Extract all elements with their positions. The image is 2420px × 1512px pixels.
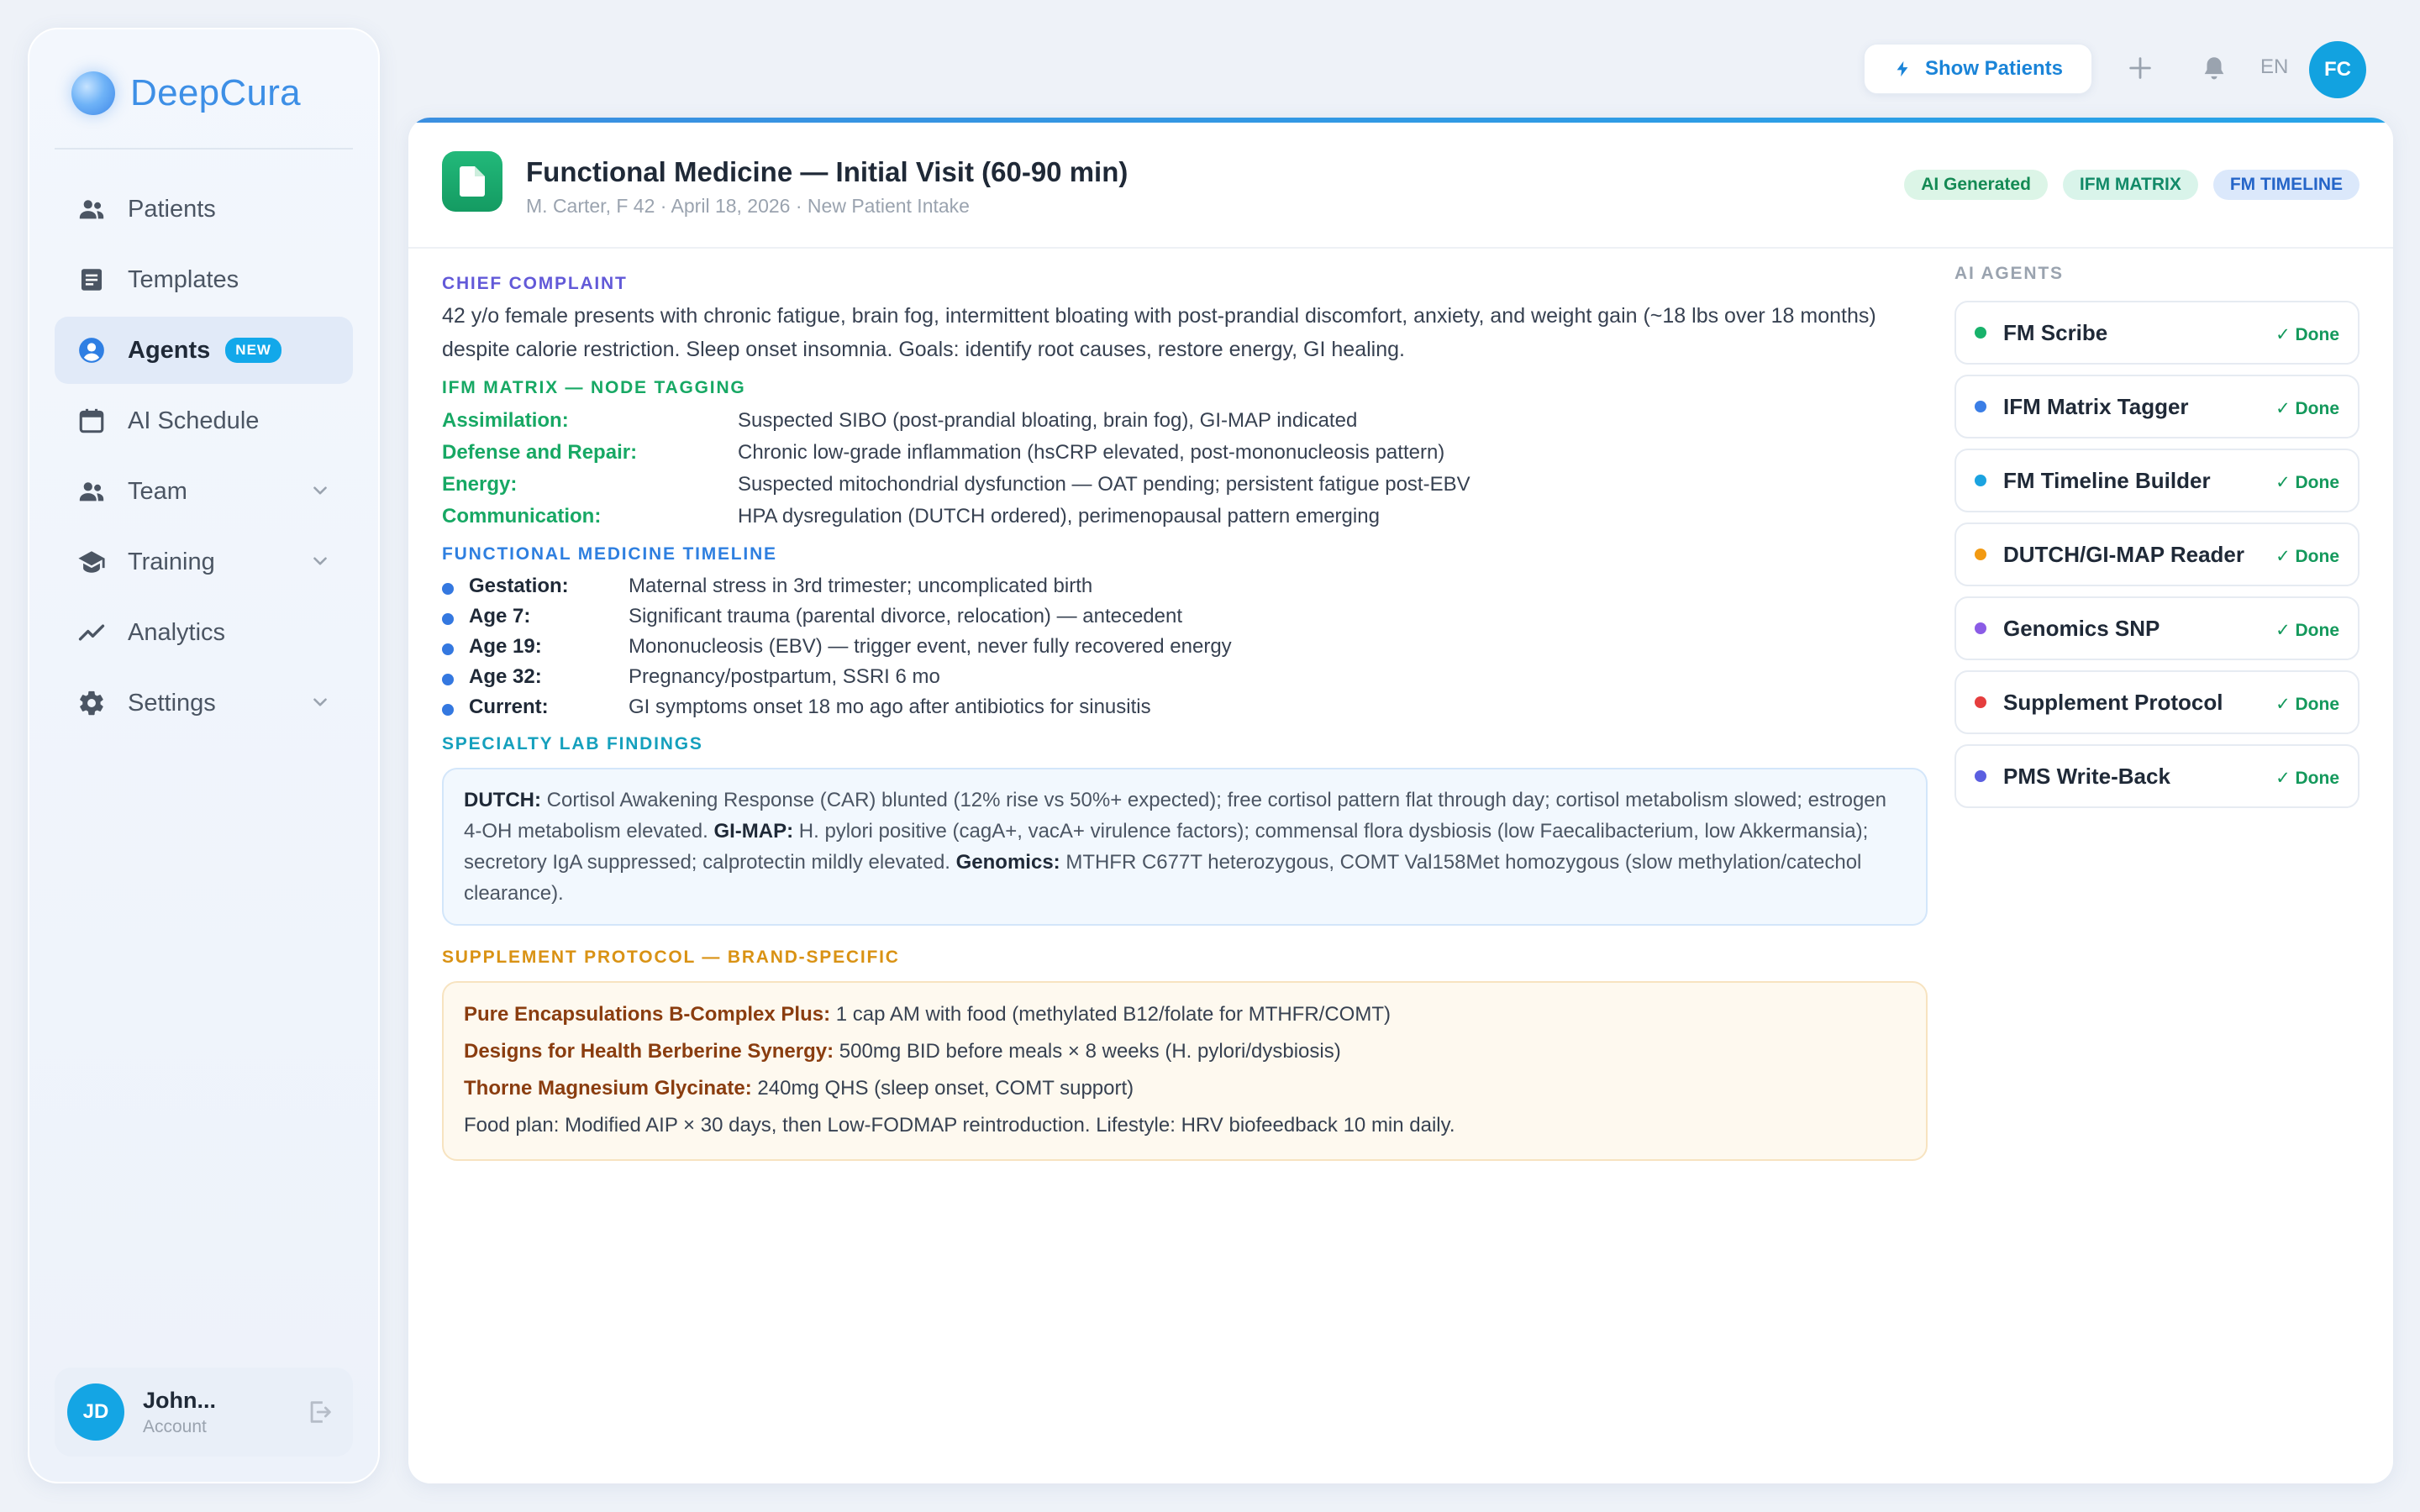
sidebar-item-label: Templates <box>128 265 239 293</box>
status-badge: ✓ Done <box>2275 621 2339 640</box>
sidebar-item-label: Team <box>128 477 187 505</box>
matrix-node-label: Defense and Repair: <box>442 441 638 464</box>
file-icon <box>442 151 502 212</box>
timeline-label: Age 19: <box>469 635 542 658</box>
timeline-value: Maternal stress in 3rd trimester; uncomplicated birth <box>629 575 1093 597</box>
plus-icon[interactable] <box>2126 54 2154 82</box>
sidebar-item-label: Training <box>128 548 215 575</box>
genomics-label: Genomics: <box>955 851 1060 874</box>
note-title: Functional Medicine — Initial Visit (60-90 min) <box>526 156 1128 187</box>
sidebar-item-patients[interactable] <box>55 176 353 243</box>
language-selector[interactable]: EN <box>2260 55 2289 78</box>
status-dot-icon <box>1975 549 1986 560</box>
tag-list <box>1889 170 2360 200</box>
account-card[interactable] <box>55 1368 353 1457</box>
status-badge: ✓ Done <box>2275 547 2339 566</box>
sidebar-item-ai-schedule[interactable] <box>55 387 353 454</box>
agent-dutch-gimap-reader[interactable] <box>1954 522 2360 586</box>
bullet-icon <box>442 704 454 716</box>
ifm-matrix-list <box>442 405 1928 533</box>
account-info <box>143 1388 216 1437</box>
user-avatar[interactable]: FC <box>2309 41 2366 98</box>
agent-supplement-protocol[interactable] <box>1954 670 2360 734</box>
agent-fm-scribe[interactable] <box>1954 301 2360 365</box>
gear-icon <box>77 689 106 717</box>
matrix-node-value: Chronic low-grade inflammation (hsCRP elevated, post-mononucleosis pattern) <box>738 441 1445 464</box>
gimap-label: GI-MAP: <box>713 820 794 843</box>
lab-findings-box <box>442 768 1928 926</box>
list-item <box>442 437 1928 469</box>
ifm-matrix-tag: IFM MATRIX <box>2063 170 2198 200</box>
sidebar <box>28 28 380 1483</box>
trend-line-icon <box>77 618 106 647</box>
graduation-cap-icon <box>77 548 106 576</box>
agent-name: FM Scribe <box>2003 319 2108 345</box>
list-item <box>442 632 1928 662</box>
supplement-box <box>442 981 1928 1161</box>
agent-name: Supplement Protocol <box>2003 689 2223 715</box>
document-icon <box>77 265 106 294</box>
status-badge: ✓ Done <box>2275 473 2339 492</box>
list-item <box>442 405 1928 437</box>
supplement-detail: 1 cap AM with food (methylated B12/folate for MTHFR/COMT) <box>830 1003 1391 1026</box>
agent-ifm-matrix-tagger[interactable] <box>1954 375 2360 438</box>
bullet-icon <box>442 674 454 685</box>
account-name: John... <box>143 1387 216 1413</box>
timeline-value: Pregnancy/postpartum, SSRI 6 mo <box>629 665 940 688</box>
ifm-matrix-heading: IFM MATRIX — NODE TAGGING <box>442 378 746 397</box>
brand-name: DeepCura <box>130 72 301 113</box>
matrix-node-label: Communication: <box>442 505 602 528</box>
sidebar-item-label: Agents <box>128 336 211 364</box>
matrix-node-label: Energy: <box>442 473 518 496</box>
team-icon <box>77 477 106 506</box>
brand-orb-icon <box>71 71 115 115</box>
protocol-footer: Food plan: Modified AIP × 30 days, then Low-FODMAP reintroduction. Lifestyle: HRV biofeedback 10 min daily. <box>464 1114 1455 1137</box>
agents-heading: AI AGENTS <box>1954 264 2064 283</box>
new-badge: NEW <box>225 338 281 363</box>
note-header <box>408 123 2393 249</box>
bullet-icon <box>442 613 454 625</box>
show-patients-label: Show Patients <box>1924 57 2064 80</box>
chevron-down-icon <box>309 691 331 713</box>
chief-complaint-heading: CHIEF COMPLAINT <box>442 274 628 293</box>
bullet-icon <box>442 643 454 655</box>
status-dot-icon <box>1975 696 1986 708</box>
list-item <box>442 571 1928 601</box>
status-badge: ✓ Done <box>2275 769 2339 788</box>
agents-panel <box>1954 264 2360 808</box>
lightning-icon <box>1893 60 1912 78</box>
sidebar-item-agents[interactable] <box>55 317 353 384</box>
sidebar-item-label: Patients <box>128 195 216 223</box>
sidebar-item-analytics[interactable] <box>55 599 353 666</box>
chevron-down-icon <box>309 480 331 501</box>
user-circle-icon <box>77 336 106 365</box>
timeline-value: Significant trauma (parental divorce, relocation) — antecedent <box>629 605 1183 627</box>
status-dot-icon <box>1975 770 1986 782</box>
status-dot-icon <box>1975 475 1986 486</box>
gimap-text: H. pylori positive (cagA+, vacA+ virulence factors); commensal flora dysbiosis (low Faecalibacterium, low Akkermansia); secretory IgA suppressed; calprotectin mildly elevated. <box>464 820 1869 874</box>
chevron-down-icon <box>309 550 331 572</box>
supplement-name: Pure Encapsulations B-Complex Plus: <box>464 1003 831 1026</box>
status-dot-icon <box>1975 622 1986 634</box>
status-badge: ✓ Done <box>2275 325 2339 344</box>
timeline-label: Age 32: <box>469 665 542 688</box>
timeline-label: Current: <box>469 696 549 718</box>
agent-pms-write-back[interactable] <box>1954 744 2360 808</box>
sidebar-item-templates[interactable] <box>55 246 353 313</box>
divider <box>55 148 353 150</box>
supplement-heading: SUPPLEMENT PROTOCOL — BRAND-SPECIFIC <box>442 948 900 967</box>
agent-name: IFM Matrix Tagger <box>2003 393 2189 419</box>
supplement-name: Thorne Magnesium Glycinate: <box>464 1077 752 1100</box>
list-item <box>442 692 1928 722</box>
matrix-node-value: Suspected mitochondrial dysfunction — OAT pending; persistent fatigue post-EBV <box>738 473 1470 496</box>
note-card <box>408 118 2393 1483</box>
users-icon <box>77 195 106 223</box>
list-item <box>464 996 1906 1033</box>
genomics-text: MTHFR C677T heterozygous, COMT Val158Met homozygous (slow methylation/catechol clearance). <box>464 851 1862 905</box>
agent-name: PMS Write-Back <box>2003 763 2170 789</box>
dutch-label: DUTCH: <box>464 789 541 811</box>
sidebar-item-team[interactable] <box>55 458 353 525</box>
status-dot-icon <box>1975 327 1986 339</box>
supplement-detail: 500mg BID before meals × 8 weeks (H. pylori/dysbiosis) <box>834 1040 1341 1063</box>
supplement-name: Designs for Health Berberine Synergy: <box>464 1040 834 1063</box>
sidebar-item-settings[interactable] <box>55 669 353 737</box>
timeline-value: Mononucleosis (EBV) — trigger event, never fully recovered energy <box>629 635 1232 658</box>
matrix-node-label: Assimilation: <box>442 409 569 432</box>
sidebar-item-label: Settings <box>128 689 216 717</box>
brand-logo[interactable] <box>71 71 301 115</box>
logout-icon[interactable] <box>306 1398 334 1426</box>
supplement-detail: 240mg QHS (sleep onset, COMT support) <box>751 1077 1134 1100</box>
sidebar-nav <box>55 176 353 740</box>
timeline-value: GI symptoms onset 18 mo ago after antibiotics for sinusitis <box>629 696 1151 718</box>
ai-generated-tag: AI Generated <box>1904 170 2048 200</box>
list-item <box>442 662 1928 692</box>
list-item <box>442 501 1928 533</box>
agent-name: Genomics SNP <box>2003 615 2160 641</box>
account-subtitle: Account <box>143 1416 207 1436</box>
avatar: JD <box>67 1383 124 1441</box>
sidebar-item-label: Analytics <box>128 618 226 646</box>
agent-name: DUTCH/GI-MAP Reader <box>2003 541 2245 567</box>
note-body <box>442 274 1928 1161</box>
list-item <box>464 1033 1906 1070</box>
agent-fm-timeline-builder[interactable] <box>1954 449 2360 512</box>
chief-complaint-text: 42 y/o female presents with chronic fatigue, brain fog, intermittent bloating with post-prandial discomfort, anxiety, and weight gain (~18 lbs over 18 months) despite calorie restriction. Sleep onset insomnia. Goals: identify root causes, restore energy, GI healing. <box>442 304 1876 361</box>
list-item <box>464 1070 1906 1107</box>
timeline-label: Age 7: <box>469 605 531 627</box>
matrix-node-value: HPA dysregulation (DUTCH ordered), perimenopausal pattern emerging <box>738 505 1380 528</box>
sidebar-item-label: AI Schedule <box>128 407 260 434</box>
bell-icon[interactable] <box>2200 54 2228 82</box>
calendar-icon <box>77 407 106 435</box>
bullet-icon <box>442 583 454 595</box>
agent-name: FM Timeline Builder <box>2003 467 2211 493</box>
list-item <box>442 469 1928 501</box>
timeline-heading: FUNCTIONAL MEDICINE TIMELINE <box>442 544 777 564</box>
show-patients-button[interactable] <box>1864 44 2092 94</box>
status-dot-icon <box>1975 401 1986 412</box>
list-item <box>442 601 1928 632</box>
timeline-list <box>442 571 1928 722</box>
fm-timeline-tag: FM TIMELINE <box>2213 170 2360 200</box>
timeline-label: Gestation: <box>469 575 569 597</box>
dutch-text: Cortisol Awakening Response (CAR) blunted (12% rise vs 50%+ expected); free cortisol pattern flat through day; cortisol metabolism slowed; estrogen 4-OH metabolism elevated. <box>464 789 1886 843</box>
status-badge: ✓ Done <box>2275 399 2339 418</box>
agent-genomics-snp[interactable] <box>1954 596 2360 660</box>
sidebar-item-training[interactable] <box>55 528 353 596</box>
matrix-node-value: Suspected SIBO (post-prandial bloating, brain fog), GI-MAP indicated <box>738 409 1358 432</box>
note-subtitle: M. Carter, F 42 · April 18, 2026 · New Patient Intake <box>526 195 970 217</box>
status-badge: ✓ Done <box>2275 695 2339 714</box>
lab-findings-heading: SPECIALTY LAB FINDINGS <box>442 734 703 753</box>
